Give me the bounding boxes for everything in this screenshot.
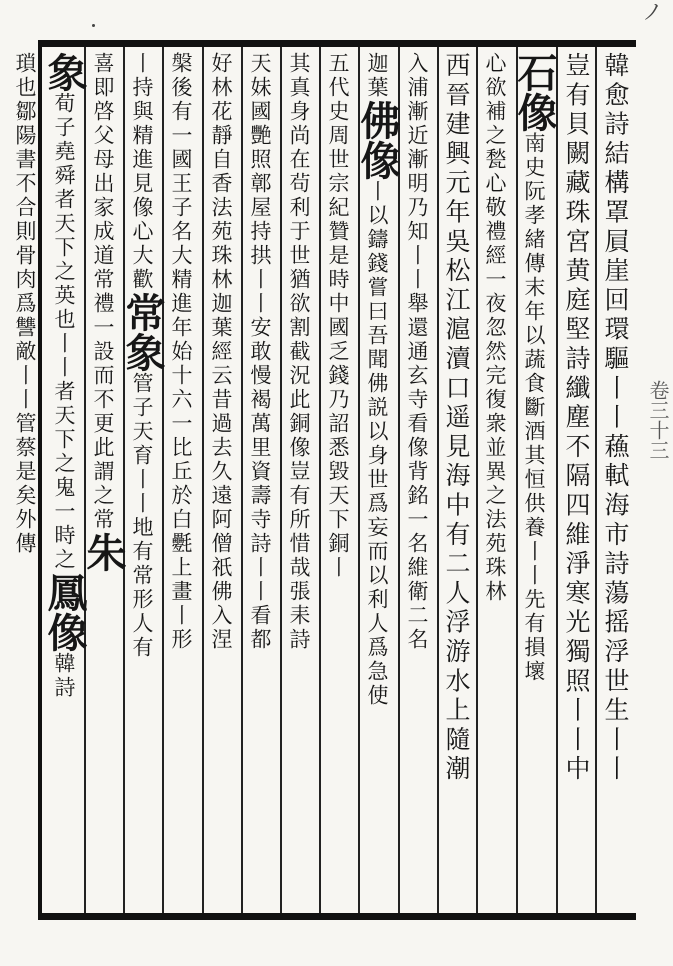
column-rule bbox=[516, 47, 518, 913]
text-column: 天妹國艷照鄣屋持拱丨丨安敢慢褐萬里資壽寺詩丨丨看都 bbox=[248, 52, 272, 652]
column-rule bbox=[280, 47, 282, 913]
column-rule bbox=[437, 47, 439, 913]
text-column: 韓愈詩結構罩屓崖回環驅丨丨蘓軾海市詩蕩摇浮世生丨丨 bbox=[601, 52, 630, 785]
column-rule bbox=[123, 47, 125, 913]
text-column: 心欲補之甃心敬禮經一夜忽然完復衆並異之法苑珠林 bbox=[483, 52, 507, 604]
text-column: 丨持與精進見像心大歡常象管子天育丨丨地有常形人有 bbox=[119, 52, 166, 660]
column-rule bbox=[84, 47, 86, 913]
entry-heading: 常象 bbox=[119, 292, 166, 372]
text-column: 五代史周世宗紀贊是時中國乏錢乃詔悉毀天下銅丨 bbox=[326, 52, 350, 580]
column-rule bbox=[556, 47, 558, 913]
text-column: 喜即啓父母出家成道常禮一設而不更此謂之常朱 bbox=[80, 52, 127, 572]
text-column: 象荀子堯舜者天下之英也丨丨者天下之鬼一時之鳳像韓詩 bbox=[41, 52, 88, 700]
text-column: 槃後有一國王子名大精進年始十六一比丘於白氎上畫丨形 bbox=[169, 52, 193, 652]
entry-heading: 佛像 bbox=[354, 100, 401, 180]
text-column: 瑣也鄒陽書不合則骨肉爲讐敵丨丨管蔡是矣外傳 bbox=[13, 52, 37, 556]
text-column: 西晉建興元年吳松江滬瀆口遥見海中有二人浮游水上隨潮 bbox=[442, 52, 471, 785]
column-rule bbox=[319, 47, 321, 913]
text-column: 入浦漸近漸明乃知丨丨舉還通玄寺看像背銘一名維衛二名 bbox=[405, 52, 429, 652]
entry-heading: 鳳像 bbox=[41, 572, 88, 652]
entry-heading: 象 bbox=[41, 52, 88, 92]
column-rule bbox=[202, 47, 204, 913]
entry-heading: 朱 bbox=[80, 532, 127, 572]
entry-heading: 石像 bbox=[511, 52, 558, 132]
text-column: 石像南史阮孝緒傳末年以蔬食斷酒其恒供養丨丨先有損壞 bbox=[511, 52, 558, 684]
text-column: 其真身尚在茍利于世猶欲割截況此銅像豈有所惜哉張耒詩 bbox=[287, 52, 311, 652]
column-rule bbox=[476, 47, 478, 913]
text-column: 好林花靜自香法苑珠林迦葉經云昔過去久遠阿僧祇佛入涅 bbox=[209, 52, 233, 652]
corner-fragment: ノ bbox=[638, 0, 663, 22]
column-rule bbox=[595, 47, 597, 913]
column-rule bbox=[162, 47, 164, 913]
text-column: 迦葉佛像丨以鑄錢嘗曰吾聞佛説以身世爲妄而以利人爲急使 bbox=[354, 52, 401, 708]
column-rule bbox=[241, 47, 243, 913]
ink-dot bbox=[92, 24, 95, 27]
text-column: 豈有貝闕藏珠宮黄庭堅詩纖塵不隔四維淨寒光獨照丨丨中 bbox=[562, 52, 591, 785]
page-edge-text: 卷三十三 bbox=[646, 380, 670, 460]
